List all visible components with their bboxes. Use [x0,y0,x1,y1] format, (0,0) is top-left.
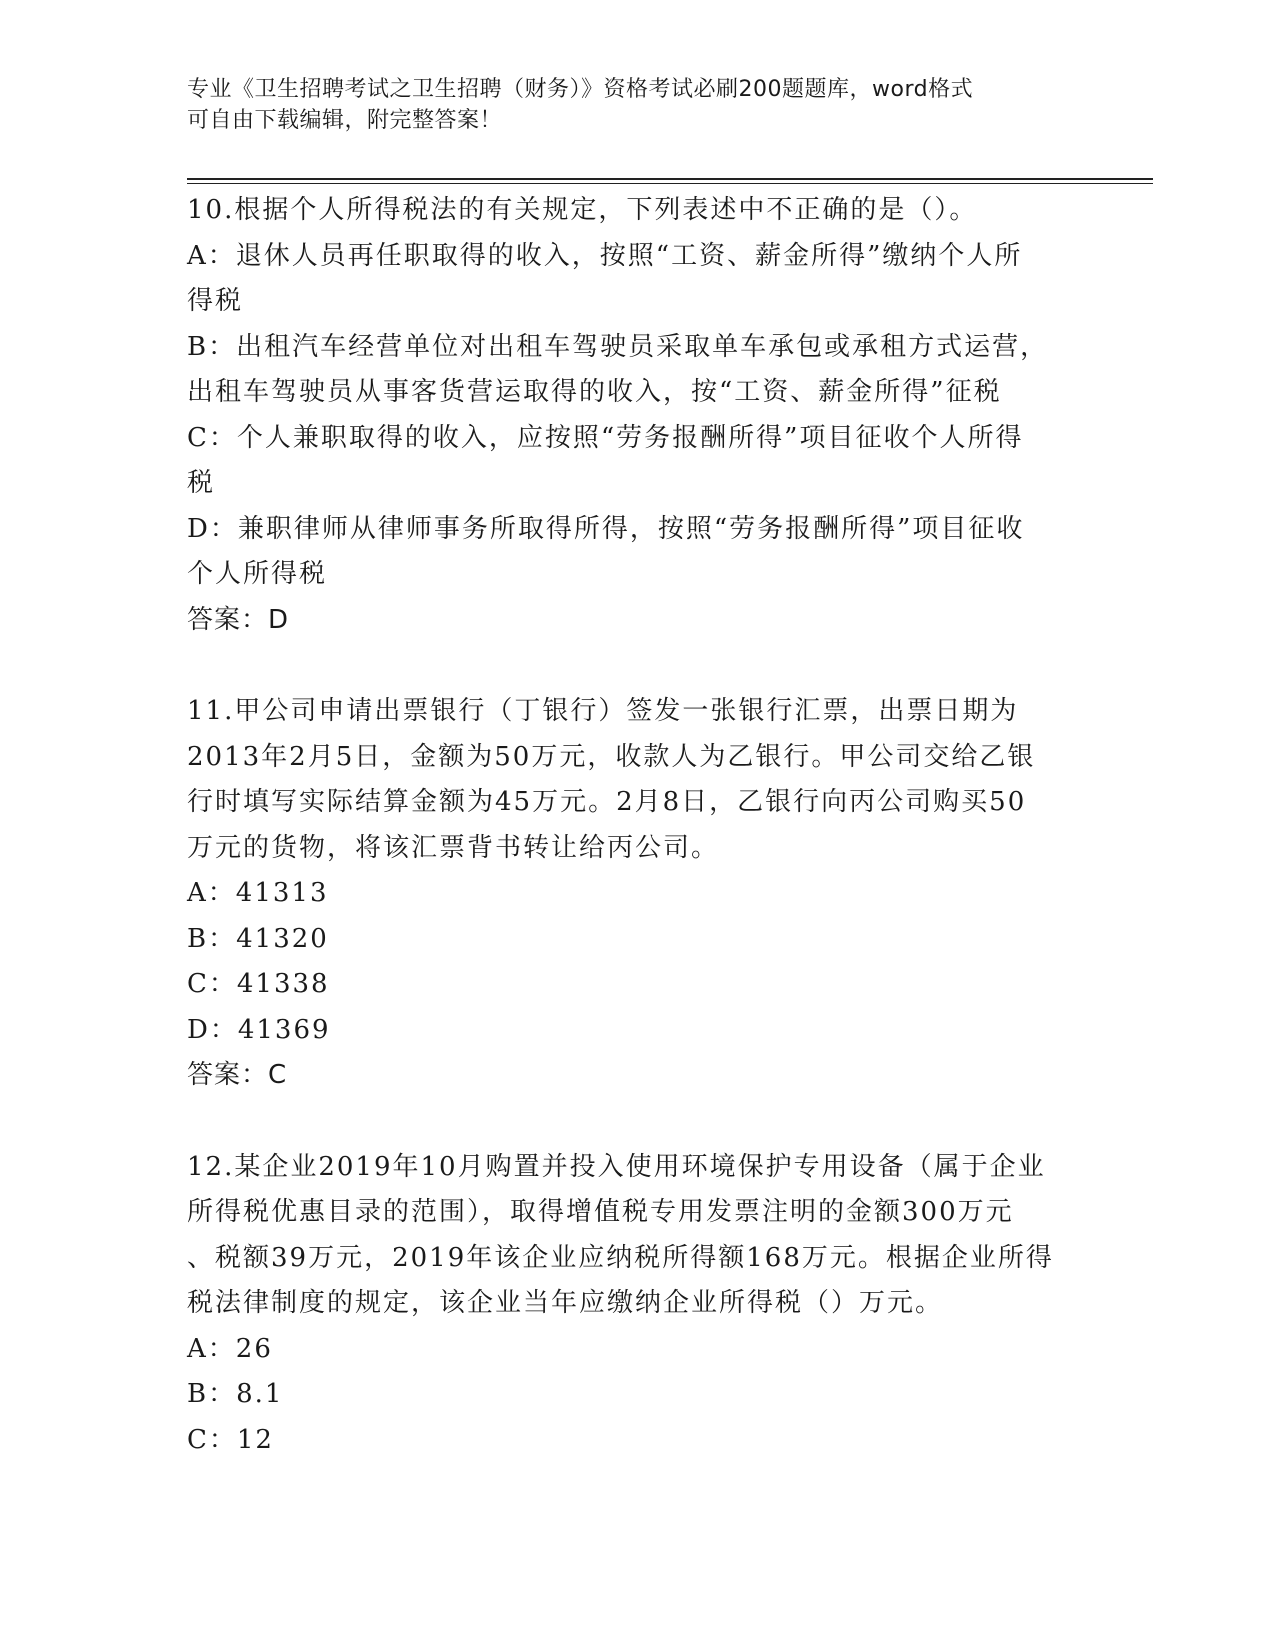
header-line-2: 可自由下载编辑，附完整答案！ [187,108,503,133]
question-stem: 10.根据个人所得税法的有关规定，下列表述中不正确的是（）。 [187,195,978,225]
option-d: D：41369 [187,1014,331,1045]
document-header [187,74,1067,136]
option-a-line-1: A：退休人员再任职取得的收入，按照“工资、薪金所得”缴纳个人所 [187,240,1023,271]
answer-label: 答案：C [187,1060,288,1090]
question-10 [187,188,1077,643]
option-a: A：26 [187,1333,273,1364]
option-b-line-2: 出租车驾驶员从事客货营运取得的收入，按“工资、薪金所得”征税 [187,377,1002,407]
question-stem-line-4: 万元的货物，将该汇票背书转让给丙公司。 [187,832,720,863]
question-stem-line-2: 所得税优惠目录的范围），取得增值税专用发票注明的金额300万元 [187,1197,1014,1227]
option-b: B：8.1 [187,1379,284,1409]
option-a: A：41313 [187,878,329,908]
header-line-1: 专业《卫生招聘考试之卫生招聘（财务）》资格考试必刷200题题库，word格式 [187,77,974,102]
option-b: B：41320 [187,923,329,954]
option-c: C：12 [187,1424,274,1455]
option-d-line-1: D：兼职律师从律师事务所取得所得，按照“劳务报酬所得”项目征收 [187,513,1025,544]
question-11 [187,689,1077,1099]
option-d-line-2: 个人所得税 [187,559,328,589]
header-divider-thin [187,183,1153,184]
option-a-line-2: 得税 [187,286,244,316]
question-12 [187,1145,1077,1464]
question-stem-line-4: 税法律制度的规定，该企业当年应缴纳企业所得税（）万元。 [187,1288,944,1318]
question-stem-line-1: 12.某企业2019年10月购置并投入使用环境保护专用设备（属于企业 [187,1151,1046,1182]
question-stem-line-2: 2013年2月5日，金额为50万元，收款人为乙银行。甲公司交给乙银 [187,741,1036,772]
question-spacer [187,1099,1077,1145]
question-list [187,188,1077,1463]
question-stem-line-3: 行时填写实际结算金额为45万元。2月8日，乙银行向丙公司购买50 [187,787,1027,817]
question-spacer [187,643,1077,689]
answer-label: 答案：D [187,604,290,635]
question-stem-line-3: 、税额39万元，2019年该企业应纳税所得额168万元。根据企业所得 [187,1242,1054,1273]
option-c: C：41338 [187,969,330,999]
option-c-line-1: C：个人兼职取得的收入，应按照“劳务报酬所得”项目征收个人所得 [187,422,1024,453]
header-divider-thick [187,178,1153,180]
question-stem-line-1: 11.甲公司申请出票银行（丁银行）签发一张银行汇票，出票日期为 [187,696,1019,726]
option-b-line-1: B：出租汽车经营单位对出租车驾驶员采取单车承包或承租方式运营， [187,331,1049,362]
option-c-line-2: 税 [187,468,216,498]
